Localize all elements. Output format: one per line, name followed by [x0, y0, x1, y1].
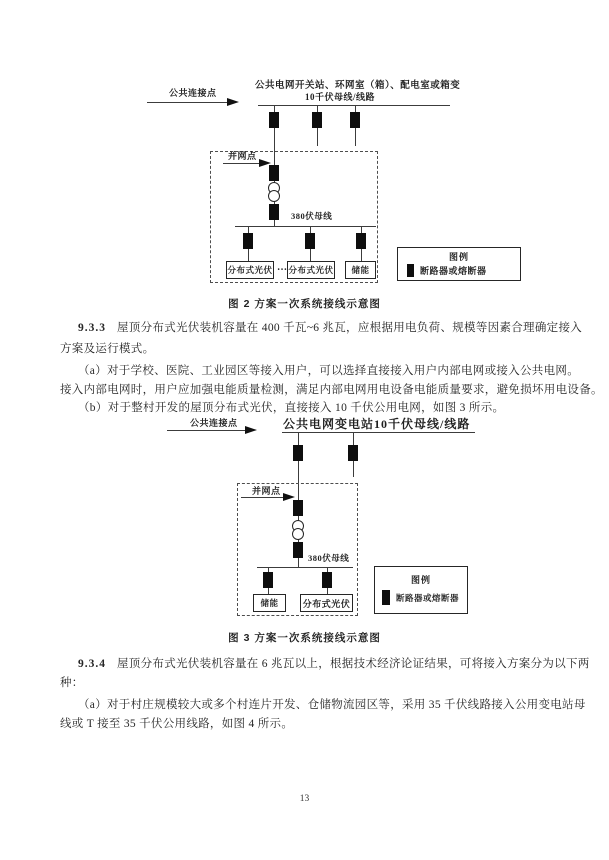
- fig2-pv-point-arrow-line: [223, 163, 259, 164]
- breaker-icon: [348, 445, 358, 461]
- breaker-icon: [269, 204, 279, 220]
- fig3-caption: 图 3 方案一次系统接线示意图: [228, 632, 381, 644]
- section-number-933: 9.3.3: [78, 322, 106, 334]
- fig3-380v-bus-line: [257, 567, 353, 568]
- fig2-legend: [397, 247, 521, 281]
- breaker-icon: [350, 112, 360, 128]
- paragraph-933a-line1: （a）对于学校、医院、工业园区等接入用户，可以选择直接接入用户内部电网或接入公共电网。: [78, 365, 579, 377]
- fig3-pv-box: 分布式光伏: [300, 594, 353, 612]
- paragraph-934a-line1: （a）对于村庄规模较大或多个村连片开发、仓储物流园区等，采用 35 千伏线路接入公用变电站母: [78, 699, 586, 711]
- fig3-lv-bus-label: 380伏母线: [308, 553, 350, 563]
- page-number: 13: [299, 794, 310, 804]
- paragraph-934-line2: 种：: [60, 677, 84, 689]
- breaker-legend-icon: [407, 264, 414, 277]
- breaker-icon: [293, 445, 303, 461]
- fig3-legend-item: 断路器或熔断器: [396, 592, 460, 603]
- fig2-10kv-bus-line: [258, 105, 450, 106]
- fig3-pv-point-label: 并网点: [252, 486, 281, 496]
- breaker-icon: [243, 233, 253, 249]
- breaker-icon: [305, 233, 315, 249]
- fig3-pcc-arrow-icon: [245, 426, 257, 434]
- section-number-934: 9.3.4: [78, 658, 106, 670]
- paragraph-933a-line2: 接入内部电网时，用户应加强电能质量检测，满足内部电网用电设备电能质量要求，避免损坏用电设备。: [60, 384, 603, 396]
- breaker-legend-icon: [382, 590, 390, 605]
- fig3-pcc-arrow-line: [167, 430, 245, 431]
- fig2-storage-box: 储能: [345, 261, 376, 279]
- fig2-grid-title-line2: 10千伏母线/线路: [305, 92, 376, 102]
- breaker-icon: [356, 233, 366, 249]
- fig2-pv-box2: 分布式光伏: [287, 261, 335, 279]
- fig2-pcc-label: 公共连接点: [169, 88, 217, 98]
- paragraph-933-line1: 9.3.3 屋顶分布式光伏装机容量在 400 千瓦~6 兆瓦，应根据用电负荷、规模等因素合理确定接入: [78, 322, 583, 334]
- breaker-icon: [269, 165, 279, 181]
- fig2-caption: 图 2 方案一次系统接线示意图: [228, 298, 381, 310]
- fig2-pv-box1: 分布式光伏: [226, 261, 274, 279]
- paragraph-933b-line: （b）对于整村开发的屋顶分布式光伏，直接接入 10 千伏公用电网，如图 3 所示。: [78, 402, 505, 414]
- paragraph-933-line2: 方案及运行模式。: [60, 343, 155, 355]
- paragraph-934-line1: 9.3.4 屋顶分布式光伏装机容量在 6 兆瓦以上，根据技术经济论证结果，可将接入方案分为以下两: [78, 658, 590, 670]
- fig3-10kv-bus-line: [282, 432, 475, 433]
- breaker-icon: [263, 572, 273, 588]
- fig2-lv-bus-label: 380伏母线: [291, 211, 333, 221]
- fig3-legend: [374, 566, 468, 614]
- breaker-icon: [269, 112, 279, 128]
- breaker-icon: [293, 542, 303, 558]
- fig2-legend-title: 图例: [448, 252, 469, 262]
- fig2-pv-point-label: 并网点: [228, 151, 257, 161]
- breaker-icon: [293, 500, 303, 516]
- fig2-grid-title-line1: 公共电网开关站、环网室（箱）、配电室或箱变: [255, 81, 461, 91]
- breaker-icon: [312, 112, 322, 128]
- fig3-legend-title: 图例: [410, 575, 431, 585]
- fig2-ellipsis: …: [277, 262, 288, 273]
- fig2-pcc-arrow-line: [147, 102, 227, 103]
- breaker-icon: [322, 572, 332, 588]
- fig3-storage-box: 储能: [253, 594, 286, 612]
- fig3-pcc-label: 公共连接点: [190, 418, 238, 428]
- fig2-legend-item: 断路器或熔断器: [420, 266, 487, 276]
- fig3-pv-point-arrow-line: [241, 497, 283, 498]
- fig2-pcc-arrow-icon: [227, 98, 239, 106]
- fig2-380v-bus-line: [235, 226, 376, 227]
- paragraph-934a-line2: 线或 T 接至 35 千伏公用线路，如图 4 所示。: [60, 718, 294, 730]
- fig3-grid-title: 公共电网变电站10千伏母线/线路: [283, 417, 471, 431]
